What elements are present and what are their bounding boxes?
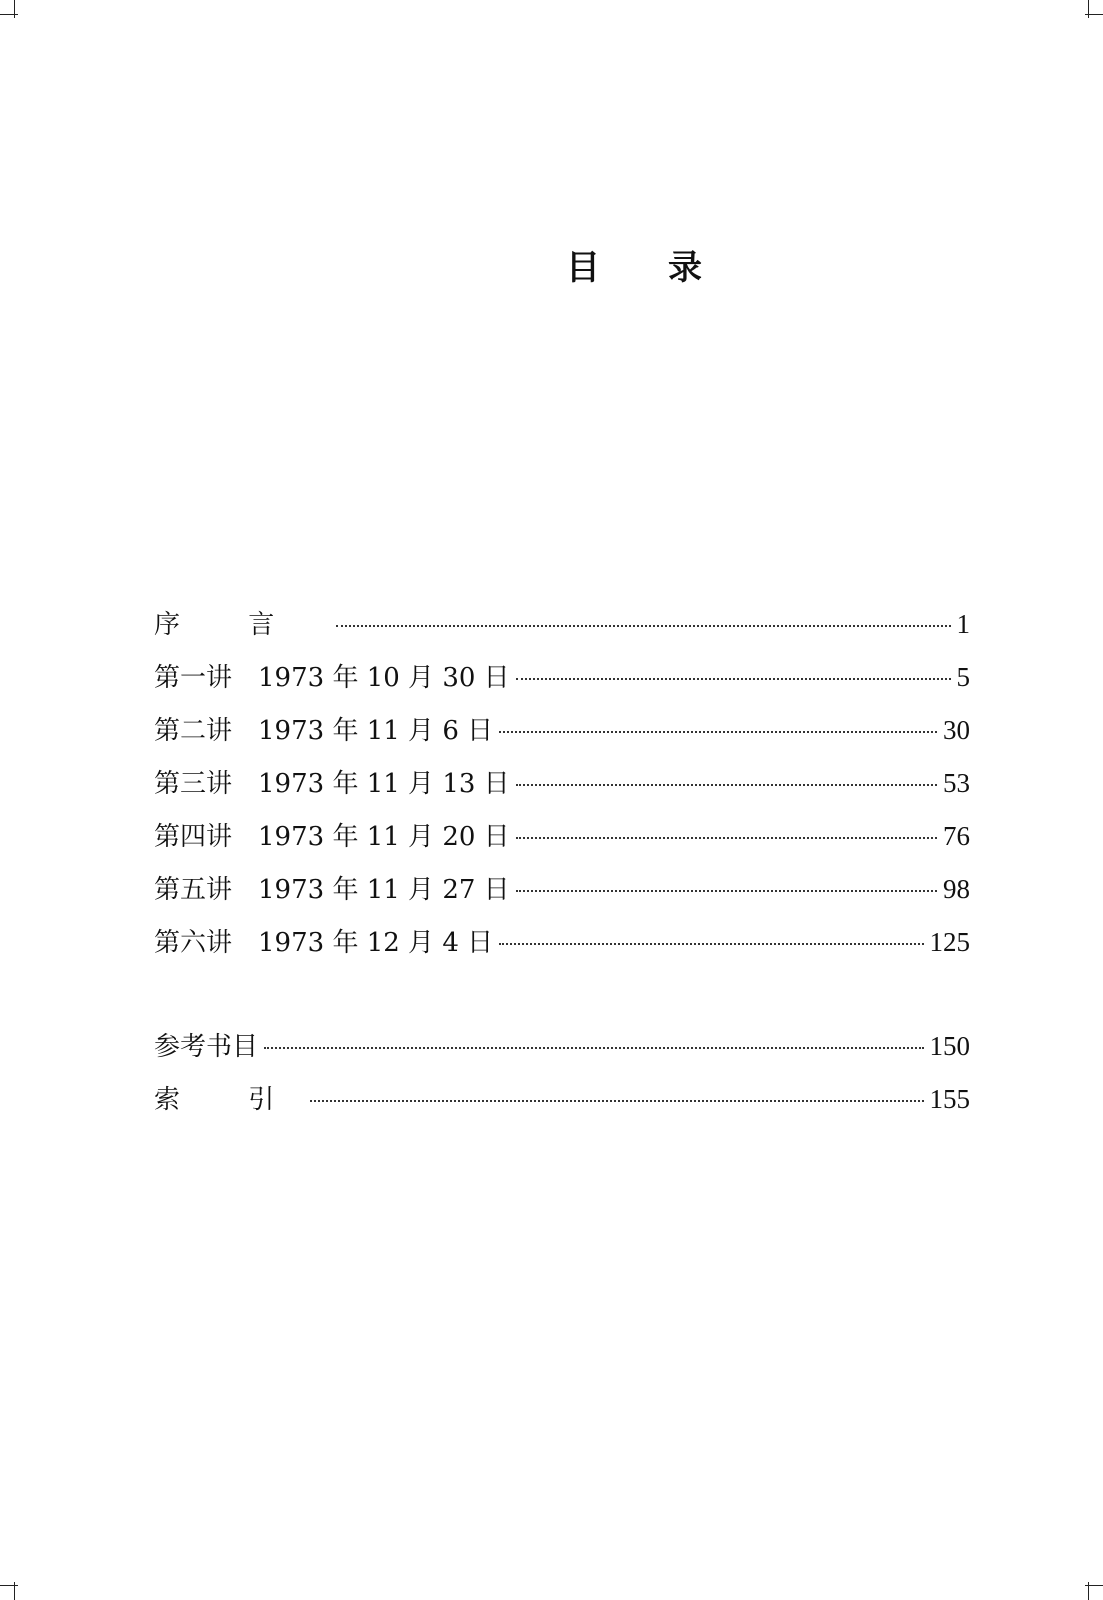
dot-leader (516, 837, 937, 839)
toc-entry-lecture-3[interactable] (154, 767, 970, 820)
toc-heading: 参考书目 (154, 1032, 259, 1062)
toc-heading: 第四讲 (154, 822, 233, 852)
toc-page-number: 5 (956, 662, 970, 692)
page-title-char: 录 (668, 248, 702, 288)
toc-page-number: 53 (943, 768, 970, 798)
toc-heading: 第五讲 (154, 875, 233, 905)
toc-heading: 第三讲 (154, 769, 233, 799)
toc-date: 1973 年 10 月 30 日 (258, 663, 510, 693)
toc-heading: 第六讲 (154, 928, 233, 958)
crop-mark (0, 14, 18, 15)
page-title-char: 目 (566, 248, 600, 288)
dot-leader (310, 1100, 923, 1102)
toc-heading: 第二讲 (154, 716, 233, 746)
toc-entry-bibliography[interactable] (154, 1030, 970, 1083)
crop-mark (1088, 0, 1089, 18)
toc-date: 1973 年 11 月 20 日 (258, 822, 510, 852)
toc-date: 1973 年 11 月 27 日 (258, 875, 510, 905)
dot-leader (499, 943, 923, 945)
dot-leader (264, 1047, 923, 1049)
toc-entry-lecture-5[interactable] (154, 873, 970, 926)
toc-page-number: 98 (943, 874, 970, 904)
table-of-contents-main (154, 608, 970, 979)
toc-entry-lecture-6[interactable] (154, 926, 970, 979)
toc-date: 1973 年 11 月 13 日 (258, 769, 510, 799)
dot-leader (516, 678, 951, 680)
toc-date: 1973 年 12 月 4 日 (258, 928, 494, 958)
toc-entry-lecture-4[interactable] (154, 820, 970, 873)
crop-mark (14, 0, 15, 18)
dot-leader (336, 625, 950, 627)
toc-heading: 第一讲 (154, 663, 233, 693)
toc-page-number: 150 (929, 1031, 970, 1061)
toc-heading: 序 言 (154, 610, 305, 640)
dot-leader (516, 784, 937, 786)
toc-page-number: 125 (929, 927, 970, 957)
table-of-contents-back (154, 1030, 970, 1136)
crop-mark (1088, 1582, 1089, 1600)
crop-mark (14, 1582, 15, 1600)
toc-page-number: 1 (956, 609, 970, 639)
crop-mark (0, 1585, 18, 1586)
toc-entry-index[interactable] (154, 1083, 970, 1136)
dot-leader (516, 890, 937, 892)
toc-page-number: 30 (943, 715, 970, 745)
page-title (566, 240, 702, 289)
toc-entry-lecture-1[interactable] (154, 661, 970, 714)
toc-date: 1973 年 11 月 6 日 (258, 716, 494, 746)
toc-heading: 索 引 (154, 1085, 305, 1115)
toc-page-number: 76 (943, 821, 970, 851)
toc-entry-lecture-2[interactable] (154, 714, 970, 767)
toc-entry-preface[interactable] (154, 608, 970, 661)
toc-page-number: 155 (929, 1084, 970, 1114)
dot-leader (499, 731, 937, 733)
